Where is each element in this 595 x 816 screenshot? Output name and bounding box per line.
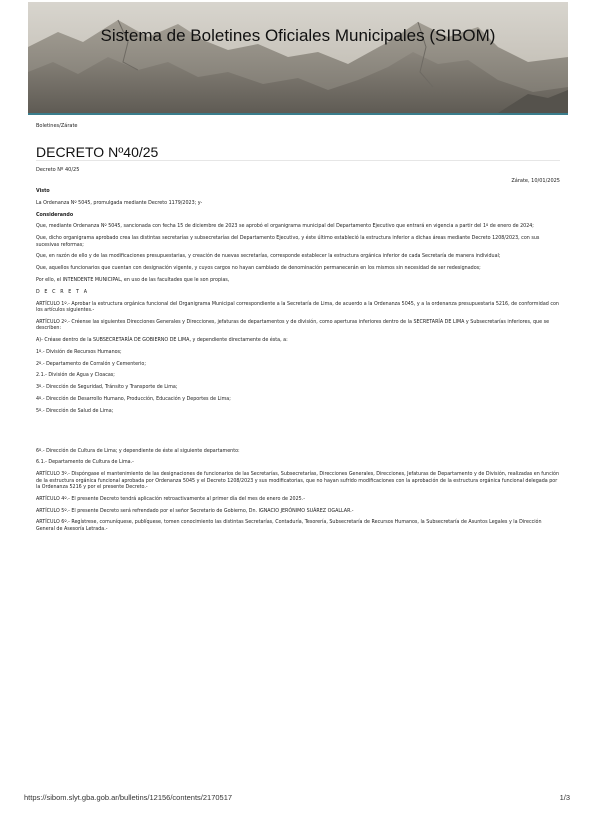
breadcrumb[interactable]: Boletines/Zárate	[36, 123, 78, 129]
blank-space	[36, 421, 560, 449]
document-body	[36, 189, 560, 539]
paragraph: Por ello, el INTENDENTE MUNICIPAL, en uso de las facultades que le son propias,	[36, 277, 230, 283]
page-title: DECRETO Nº40/25	[36, 144, 159, 160]
article: ARTÍCULO 2º.- Créense las siguientes Direcciones Generales y Direcciones, jefaturas de departamentos y de división, como aperturas inferiores dentro de la SECRETARÍA DE LIMA y Subsecretarías inferiores, que se describen:	[36, 319, 550, 332]
header-banner	[28, 2, 568, 115]
paragraph: Que, mediante Ordenanza Nº 5045, sancionada con fecha 15 de diciembre de 2023 se aprobó el organigrama municipal del Departamento Ejecutivo que entrará en vigencia a partir del 1º de enero de 2024;	[36, 224, 534, 230]
paragraph: La Ordenanza Nº 5045, promulgada mediante Decreto 1179/2023; y-	[36, 200, 203, 206]
list-item: 2.1.- División de Agua y Cloacas;	[36, 373, 115, 379]
list-item: 1º.- División de Recursos Humanos;	[36, 349, 122, 355]
list-item: 2º.- Departamento de Corralón y Cementerio;	[36, 361, 146, 367]
title-divider	[36, 160, 560, 161]
mountain-background-image	[28, 2, 568, 113]
article: ARTÍCULO 4º.- El presente Decreto tendrá aplicación retroactivamente al primer día del mes de enero de 2025.-	[36, 496, 305, 502]
list-item: 5º.- Dirección de Salud de Lima;	[36, 408, 114, 414]
document-subtitle: Decreto Nº 40/25	[36, 167, 80, 173]
list-item: A)- Créase dentro de la SUBSECRETARÍA DE GOBIERNO DE LIMA, y dependiente directamente de ésta, a:	[36, 337, 288, 343]
article: ARTÍCULO 6º.- Regístrese, comuníquese, publíquese, tomen conocimiento las distintas Secretarías, Contaduría, Tesorería, Subsecretaría de Recursos Humanos, la Subsecretaría de Asuntos Legales y la Dirección General de Asesoría Letrada.-	[36, 520, 542, 532]
paragraph: Que, aquellos funcionarios que cuentan con designación vigente, y cuyos cargos no hayan cambiado de denominación permanecerán en los mismos sin necesidad de ser redesignados;	[36, 266, 481, 272]
list-item: 6º.- Dirección de Cultura de Lima; y dependiente de éste al siguiente departamento:	[36, 448, 240, 454]
section-heading-considerando: Considerando	[36, 212, 74, 218]
list-item: 3º.- Dirección de Seguridad, Tránsito y Transporte de Lima;	[36, 385, 178, 391]
paragraph: Que, dicho organigrama aprobado crea las distintas secretarías y subsecretarías del Departamento Ejecutivo, y éste último estableció la estructura inferior a dichas áreas mediante Decreto 1208/2023, con sus sucesivas reformas;	[36, 236, 540, 248]
section-heading-visto: Visto	[36, 189, 50, 194]
list-item: 4º.- Dirección de Desarrollo Humano, Producción, Educación y Deportes de Lima;	[36, 396, 231, 402]
section-heading-decreta: D E C R E T A	[36, 289, 89, 295]
list-item: 6.1.- Departamento de Cultura de Lima.-	[36, 460, 134, 466]
article: ARTÍCULO 1º.- Aprobar la estructura orgánica funcional del Organigrama Municipal correspondiente a la Secretaría de Lima, de acuerdo a la Ordenanza 5045, y a la ordenanza presupuestaria 5216, de conformidad con los artículos siguientes.-	[36, 301, 559, 313]
page-number: 1/3	[559, 793, 570, 802]
article: ARTÍCULO 3º.- Dispóngase el mantenimiento de las designaciones de funcionarios de las Secretarías, Subsecretarías, Direcciones Generales, Direcciones, Jefaturas de Departamento y de División, realizadas en función de la estructura orgánica funcional aprobada por Ordenanza 5045 y el Decreto 1208/2023 y sus modificatorias, que no hayan sufrido modificaciones con la aprobación de la estructura orgánica funcional delegada por la Ordenanza 5216 y por el presente Decreto.-	[36, 472, 560, 490]
article: ARTÍCULO 5º.- El presente Decreto será refrendado por el señor Secretario de Gobierno, Dn. IGNACIO JERÓNIMO SUÁREZ OGALLAR.-	[36, 508, 354, 514]
document-date: Zárate, 10/01/2025	[511, 178, 560, 184]
footer-url[interactable]: https://sibom.slyt.gba.gob.ar/bulletins/12156/contents/2170517	[24, 793, 233, 802]
site-title: Sistema de Boletines Oficiales Municipales (SIBOM)	[100, 26, 496, 45]
paragraph: Que, en razón de ello y de las modificaciones presupuestarias, y creación de nuevas secretarías, corresponde establecer la estructura orgánica inferior de cada Secretaría de manera individual;	[36, 254, 501, 260]
